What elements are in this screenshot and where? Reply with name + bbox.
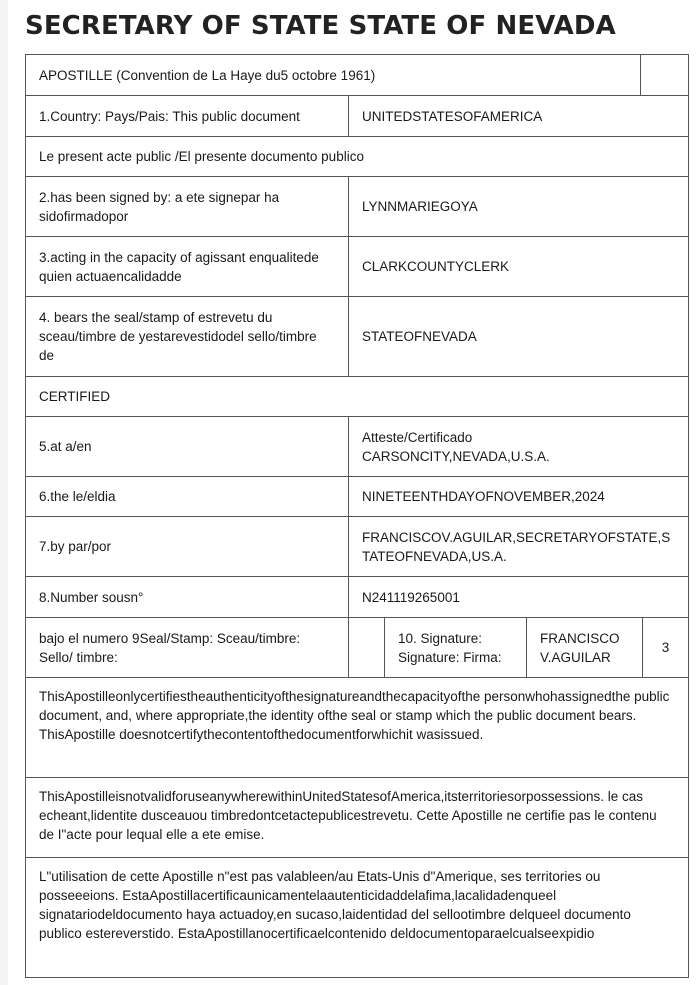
country-label: 1.Country: Pays/Pais: This public document <box>39 108 300 124</box>
paragraph-row-2 <box>26 777 688 857</box>
paragraph-row-3 <box>26 857 688 977</box>
document-title: SECRETARY OF STATE STATE OF NEVADA <box>25 11 616 41</box>
signed-by-row <box>26 176 688 236</box>
at-value-line2: CARSONCITY,NEVADA,U.S.A. <box>362 448 550 464</box>
seal-empty-cell <box>348 618 384 677</box>
present-act-row <box>26 136 688 176</box>
country-value: UNITEDSTATESOFAMERICA <box>348 96 688 136</box>
at-value-line1: Atteste/Certificado <box>362 429 473 445</box>
bears-seal-label: 4. bears the seal/stamp of estrevetu du sceau/timbre de yestarevestidodel sello/timbre de <box>39 310 317 363</box>
by-label: 7.by par/por <box>39 539 112 554</box>
by-row <box>26 516 688 576</box>
acting-capacity-label: 3.acting in the capacity of agissant enqualitede quien actuaencalidadde <box>39 249 319 284</box>
seal-signature-row <box>26 617 688 677</box>
bears-seal-value: STATEOFNEVADA <box>348 297 688 376</box>
at-row <box>26 416 688 476</box>
bears-seal-row <box>26 296 688 376</box>
by-value: FRANCISCOV.AGUILAR,SECRETARYOFSTATE,STATEOFNEVADA,US.A. <box>348 517 688 576</box>
date-row <box>26 476 688 516</box>
paragraph-row-1 <box>26 677 688 777</box>
date-label: 6.the le/eldia <box>39 489 116 504</box>
number-label: 8.Number sousn° <box>39 589 144 605</box>
acting-capacity-row <box>26 236 688 296</box>
number-row <box>26 576 688 617</box>
present-act-text: Le present acte public /El presente documento publico <box>39 149 364 164</box>
apostille-paragraph-2: ThisApostilleisnotvalidforuseanywherewithinUnitedStatesofAmerica,itsterritoriesorpossessions. le cas echeant,lidentite dusceauou timbredontcetactepublicestrevetu. Cette Apostille ne certifie pas le contenu de I"acte pour lequal elle a ete emise. <box>39 789 657 842</box>
at-label: 5.at a/en <box>39 439 92 454</box>
certified-text: CERTIFIED <box>39 389 111 404</box>
page-number: 3 <box>642 618 688 677</box>
apostille-header: APOSTILLE (Convention de La Haye du5 octobre 1961) <box>39 67 376 83</box>
apostille-paragraph-1: ThisApostilleonlycertifiestheauthenticityofthesignatureandthecapacityofthe personwhohassignedthe public document, and, where appropriate,the identity ofthe seal or stamp which the public document bears. ThisApostille doesnotcertifythecontentofthedocumentforwhichit wasissued. <box>39 689 670 742</box>
at-value <box>348 417 688 476</box>
signed-by-value: LYNNMARIEGOYA <box>348 177 688 236</box>
certified-row <box>26 376 688 416</box>
date-value: NINETEENTHDAYOFNOVEMBER,2024 <box>348 477 688 516</box>
signature-label: 10. Signature: Signature: Firma: <box>384 618 526 677</box>
document-page <box>8 0 696 985</box>
number-value: N241119265001 <box>348 577 688 617</box>
header-empty-cell <box>640 55 688 95</box>
signature-value: FRANCISCO V.AGUILAR <box>526 618 642 677</box>
apostille-table <box>25 54 689 978</box>
signed-by-label: 2.has been signed by: a ete signepar ha sidofirmadopor <box>39 189 280 224</box>
country-row <box>26 95 688 136</box>
acting-capacity-value: CLARKCOUNTYCLERK <box>348 237 688 296</box>
apostille-paragraph-3: L"utilisation de cette Apostille n"est pas valableen/au Etats-Unis d"Amerique, ses territories ou posseeeions. EstaApostillacertificaunicamentelaautenticidaddelafima,lacalidadenqueel signatariodeldocumento haya actuadoy,en sucaso,laidentidad del sellootimbre delqueel documento publico estereverstido. EstaApostillanocertificaelcontenido deldocumentoparaelcualseexpidio <box>39 869 631 941</box>
apostille-header-row <box>26 55 688 95</box>
seal-label: bajo el numero 9Seal/Stamp: Sceau/timbre: Sello/ timbre: <box>39 630 301 665</box>
